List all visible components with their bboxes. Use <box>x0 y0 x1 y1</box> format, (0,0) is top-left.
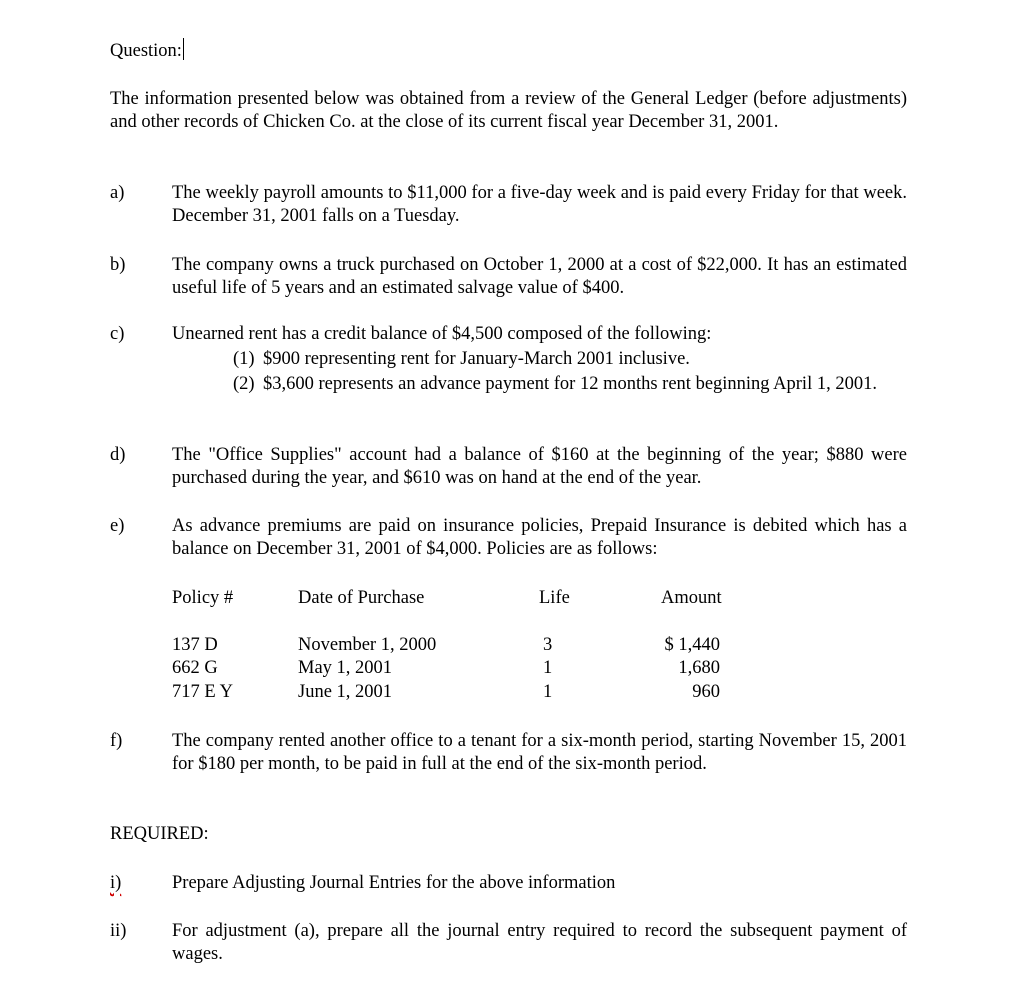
table-cell-policy: 717 E Y <box>172 682 233 702</box>
item-c <box>110 323 907 396</box>
subitem-number: (1) <box>233 349 255 369</box>
table-header-date: Date of Purchase <box>298 588 425 608</box>
item-text: The company rented another office to a tenant for a six-month period, starting November 15, 2001 for $180 per month, to be paid in full at the end of the six-month period. <box>172 731 907 774</box>
intro-paragraph: The information presented below was obtained from a review of the General Ledger (before adjustments) and other records of Chicken Co. at the close of its current fiscal year December 31, 2001. <box>110 89 907 132</box>
subitem-2 <box>233 373 907 396</box>
item-d <box>110 444 907 490</box>
item-f <box>110 730 907 776</box>
item-label: e) <box>110 516 125 536</box>
table-header-life: Life <box>539 588 570 608</box>
table-cell-amount: 1,680 <box>678 658 720 678</box>
table-cell-life: 3 <box>543 635 553 655</box>
table-header-amount: Amount <box>661 588 722 608</box>
item-text <box>172 323 907 396</box>
item-label <box>110 872 160 895</box>
subitem-1 <box>233 348 907 371</box>
item-text: As advance premiums are paid on insurance policies, Prepaid Insurance is debited which has a balance on December 31, 2001 of $4,000. Policies are as follows: <box>172 516 907 559</box>
table-cell-amount: 960 <box>692 682 720 702</box>
required-heading: REQUIRED: <box>110 824 209 844</box>
item-a <box>110 182 907 228</box>
required-item-i <box>110 872 907 895</box>
item-text: The "Office Supplies" account had a balance of $160 at the beginning of the year; $880 were purchased during the year, and $610 was on hand at the end of the year. <box>172 445 907 488</box>
item-c-intro: Unearned rent has a credit balance of $4,500 composed of the following: <box>172 324 712 344</box>
text-cursor <box>183 38 184 60</box>
item-text: The company owns a truck purchased on October 1, 2000 at a cost of $22,000. It has an estimated useful life of 5 years and an estimated salvage value of $400. <box>172 255 907 298</box>
table-header-policy: Policy # <box>172 588 234 608</box>
item-e <box>110 515 907 561</box>
spellcheck-underlined-label: i) <box>110 873 122 893</box>
item-label: f) <box>110 731 123 751</box>
subitem-text: $900 representing rent for January-March 2001 inclusive. <box>263 349 690 369</box>
item-label: c) <box>110 324 125 344</box>
item-b <box>110 254 907 300</box>
table-cell-policy: 662 G <box>172 658 218 678</box>
question-title <box>110 38 184 63</box>
item-text: The weekly payroll amounts to $11,000 for a five-day week and is paid every Friday for that week. December 31, 2001 falls on a Tuesday. <box>172 183 907 226</box>
subitem-text: $3,600 represents an advance payment for 12 months rent beginning April 1, 2001. <box>263 374 877 394</box>
item-label: d) <box>110 445 126 465</box>
table-cell-date: May 1, 2001 <box>298 658 393 678</box>
item-text: For adjustment (a), prepare all the journal entry required to record the subsequent payment of wages. <box>172 921 907 964</box>
table-cell-date: November 1, 2000 <box>298 635 437 655</box>
subitem-number: (2) <box>233 374 255 394</box>
item-text: Prepare Adjusting Journal Entries for the above information <box>172 873 616 893</box>
table-cell-amount: $ 1,440 <box>664 635 720 655</box>
item-label: ii) <box>110 921 127 941</box>
item-label: b) <box>110 255 126 275</box>
item-label: a) <box>110 183 125 203</box>
required-item-ii <box>110 920 907 966</box>
table-cell-date: June 1, 2001 <box>298 682 393 702</box>
table-cell-life: 1 <box>543 658 553 678</box>
question-title-text: Question: <box>110 41 182 61</box>
table-cell-life: 1 <box>543 682 553 702</box>
table-cell-policy: 137 D <box>172 635 218 655</box>
